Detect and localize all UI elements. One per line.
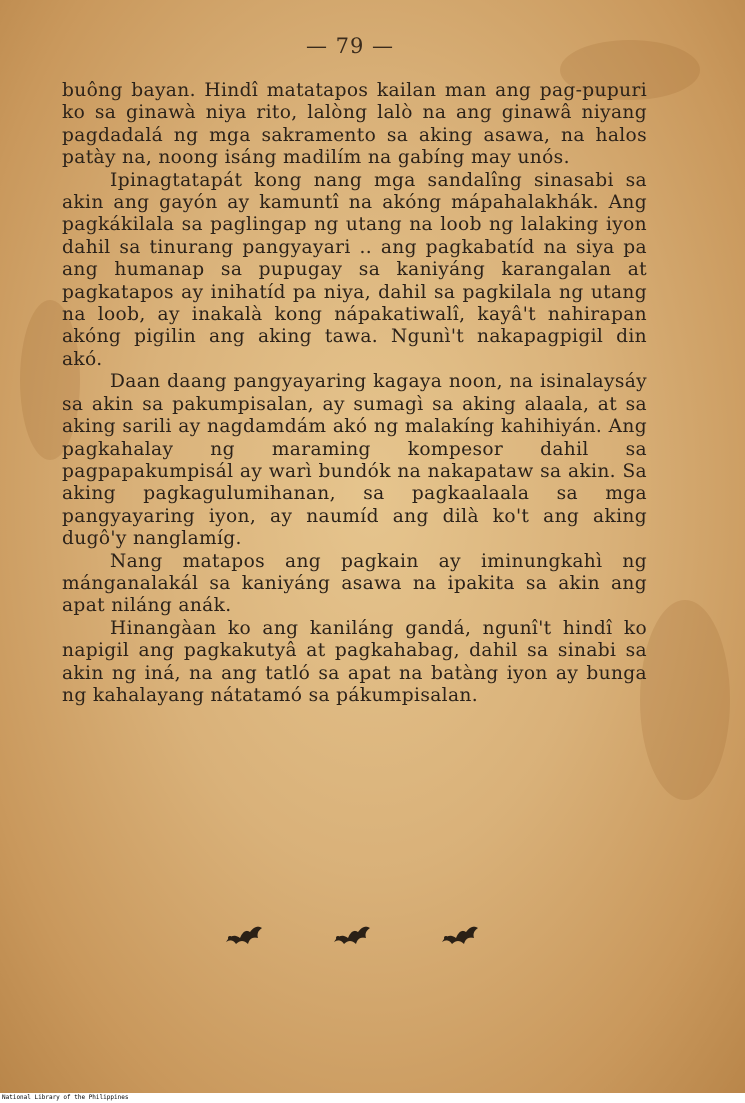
ornament-row: [222, 918, 482, 948]
fleuron-icon: [438, 918, 482, 948]
paragraph: Daan daang pangyayaring kagaya noon, na isinalaysáy sa akin sa pakumpisalan, ay sumagì sa aking alaala, at sa aking sarili ay nagdamdám akó ng malakíng kahihiyán. Ang pagkahalay ng maraming kompesor dahil sa pagpapakumpisál ay warì bundók na nakapataw sa akin. Sa aking pagkagulumihanan, sa pagkaalaala sa mga pangyayaring iyon, ay naumíd ang dilà ko't ang aking dugô'y nanglamíg.: [62, 371, 647, 550]
fleuron-icon: [330, 918, 374, 948]
paragraph: Nang matapos ang pagkain ay iminungkahì ng mánganalakál sa kaniyáng asawa na ipakita sa akin ang apat niláng anák.: [62, 550, 647, 617]
paragraph: buông bayan. Hindî matatapos kailan man ang pag-pupuri ko sa ginawà niya rito, lalòng lalò na ang ginawâ niyang pagdadalá ng mga sakramento sa aking asawa, na halos patày na, noong isáng madilím na gabíng may unós.: [62, 80, 647, 169]
paragraph: Hinangàan ko ang kaniláng gandá, ngunî't hindî ko napigil ang pagkakutyâ at pagkahabag, dahil sa sinabi sa akin ng iná, na ang tatló sa apat na batàng iyon ay bunga ng kahalayang nátatamó sa pákumpisalan.: [62, 617, 647, 706]
fleuron-icon: [222, 918, 266, 948]
footer-attribution: National Library of the Philippines: [0, 1093, 745, 1103]
paper-stain: [640, 600, 730, 800]
paragraph: Ipinagtatapát kong nang mga sandalîng sinasabi sa akin ang gayón ay kamuntî na akóng mápahalakhák. Ang pagkákilala sa paglingap ng utang na loob ng lalaking iyon dahil sa tinurang pangyayari .. ang pagkabatíd na siya pa ang humanap sa pupugay sa kaniyáng karangalan at pagkatapos ay inihatíd pa niya, dahil sa pagkilala ng utang na loob, ay inakalà kong nápakatiwalî, kayâ't nahirapan akóng pigilin ang aking tawa. Ngunì't nakapagpigil din akó.: [62, 169, 647, 370]
page-number: — 79 —: [305, 34, 395, 58]
body-text: [62, 80, 647, 707]
